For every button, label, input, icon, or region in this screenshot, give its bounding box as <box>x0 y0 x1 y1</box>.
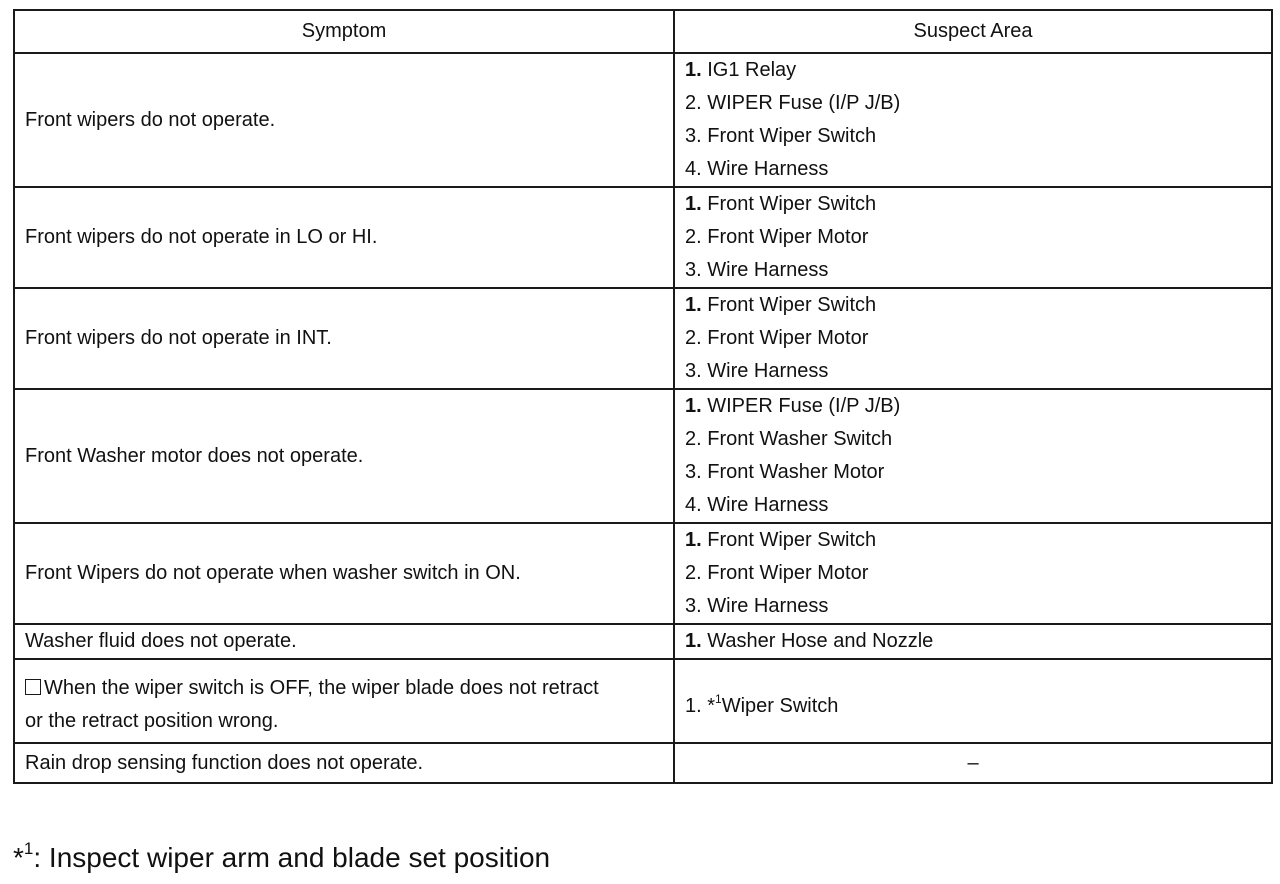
list-number: 4. <box>685 158 708 180</box>
suspect-list-item <box>685 289 1261 322</box>
footnote-sup: 1 <box>23 839 34 858</box>
suspect-cell <box>674 288 1272 389</box>
list-item-text: Front Washer Switch <box>707 428 893 450</box>
list-number: 1. <box>685 59 708 81</box>
header-symptom: Symptom <box>14 10 674 53</box>
table-row <box>14 523 1272 624</box>
table-row <box>14 624 1272 659</box>
list-item-text: WIPER Fuse (I/P J/B) <box>707 395 901 417</box>
list-number: 4. <box>685 494 708 516</box>
list-item-text: Front Wiper Switch <box>707 294 877 316</box>
suspect-list-item <box>685 390 1261 423</box>
list-item-text: IG1 Relay <box>707 59 797 81</box>
suspect-cell <box>674 187 1272 288</box>
suspect-list-item <box>685 120 1261 153</box>
symptom-cell: Front wipers do not operate in LO or HI. <box>14 187 674 288</box>
table-header-row <box>14 10 1272 53</box>
checkbox-icon <box>25 679 41 695</box>
footnote-text: : Inspect wiper arm and blade set position <box>33 842 551 873</box>
suspect-cell <box>674 624 1272 659</box>
symptom-cell: Washer fluid does not operate. <box>14 624 674 659</box>
suspect-cell <box>674 523 1272 624</box>
footnote-marker: 1 <box>715 691 722 706</box>
symptom-cell: Front wipers do not operate in INT. <box>14 288 674 389</box>
header-suspect-area: Suspect Area <box>674 10 1272 53</box>
list-number: 1. <box>685 193 708 215</box>
suspect-list-item <box>685 557 1261 590</box>
list-number: 3. <box>685 125 708 147</box>
list-item-text: Front Wiper Motor <box>707 327 869 349</box>
list-number: 2. <box>685 226 708 248</box>
symptom-line-1: When the wiper switch is OFF, the wiper blade does not retract <box>44 677 599 699</box>
suspect-list-item <box>685 355 1261 388</box>
table-row <box>14 288 1272 389</box>
list-number: 2. <box>685 562 708 584</box>
table-row <box>14 53 1272 187</box>
list-number: 1. <box>685 395 708 417</box>
list-item-text: Front Washer Motor <box>707 461 885 483</box>
table-row <box>14 743 1272 783</box>
list-number: 1. <box>685 529 708 551</box>
suspect-cell <box>674 389 1272 523</box>
suspect-cell <box>674 659 1272 743</box>
footnote <box>13 838 550 878</box>
table-body <box>14 53 1272 783</box>
list-item-text: Wire Harness <box>707 158 829 180</box>
suspect-cell: – <box>674 743 1272 783</box>
symptom-line-2: or the retract position wrong. <box>25 710 279 732</box>
suspect-list-item <box>685 254 1261 287</box>
suspect-list-item <box>685 153 1261 186</box>
suspect-list-item <box>685 590 1261 623</box>
list-item-text: Wire Harness <box>707 494 829 516</box>
suspect-list-item <box>685 423 1261 456</box>
suspect-list-item <box>685 489 1261 522</box>
suspect-list-item <box>685 87 1261 120</box>
list-number: 2. <box>685 428 708 450</box>
table-row <box>14 187 1272 288</box>
suspect-list-item <box>685 54 1261 87</box>
suspect-item-prefix: 1. * <box>685 694 716 717</box>
list-item-text: Wire Harness <box>707 360 829 382</box>
list-item-text: Wire Harness <box>707 259 829 281</box>
footnote-prefix: * <box>13 842 24 873</box>
suspect-list-item <box>685 524 1261 557</box>
symptom-cell: Front Wipers do not operate when washer switch in ON. <box>14 523 674 624</box>
table-row <box>14 389 1272 523</box>
list-number: 3. <box>685 461 708 483</box>
suspect-list-item <box>685 322 1261 355</box>
suspect-list-item <box>685 456 1261 489</box>
list-number: 3. <box>685 259 708 281</box>
list-number: 1. <box>685 630 708 652</box>
list-number: 2. <box>685 92 708 114</box>
symptom-cell: Rain drop sensing function does not operate. <box>14 743 674 783</box>
list-item-text: Front Wiper Motor <box>707 226 869 248</box>
symptom-cell <box>14 659 674 743</box>
suspect-list-item <box>685 221 1261 254</box>
symptom-cell: Front Washer motor does not operate. <box>14 389 674 523</box>
list-item-text: Front Wiper Switch <box>707 193 877 215</box>
symptom-cell: Front wipers do not operate. <box>14 53 674 187</box>
list-item-text: Washer Hose and Nozzle <box>707 630 934 652</box>
table-row <box>14 659 1272 743</box>
suspect-cell <box>674 53 1272 187</box>
list-item-text: Front Wiper Switch <box>707 529 877 551</box>
list-number: 2. <box>685 327 708 349</box>
list-number: 1. <box>685 294 708 316</box>
symptom-table <box>13 9 1273 784</box>
list-item-text: Front Wiper Motor <box>707 562 869 584</box>
list-item-text: Wire Harness <box>707 595 829 617</box>
list-item-text: WIPER Fuse (I/P J/B) <box>707 92 901 114</box>
suspect-list-item <box>685 630 933 652</box>
list-number: 3. <box>685 595 708 617</box>
list-item-text: Front Wiper Switch <box>707 125 877 147</box>
suspect-item: Wiper Switch <box>721 694 839 717</box>
suspect-list-item <box>685 188 1261 221</box>
list-number: 3. <box>685 360 708 382</box>
